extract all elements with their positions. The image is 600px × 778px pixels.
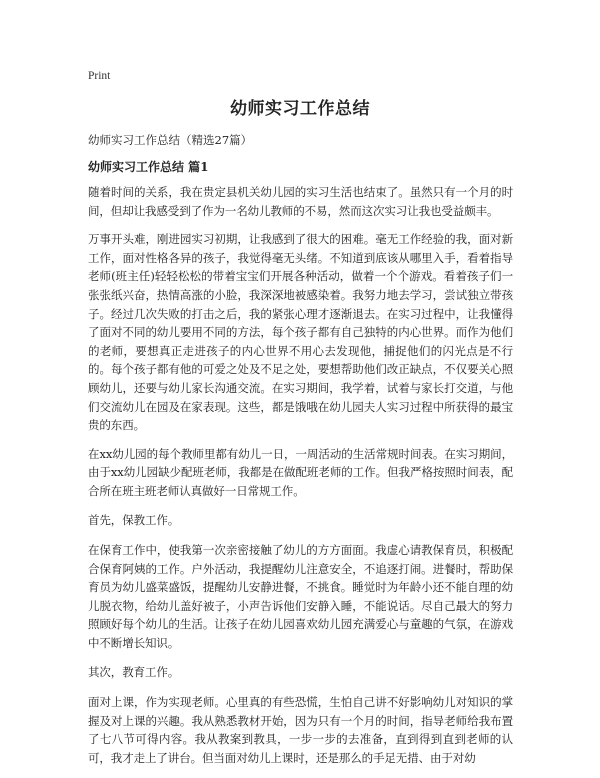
paragraph: 首先，保教工作。 <box>88 512 180 527</box>
paragraph: 在保育工作中，使我第一次亲密接触了幼儿的方方面面。我虚心请教保育员，积极配合保育阿姨的工作。户外活动，我提醒幼儿注意安全，不追逐打闹。进餐时，帮助保育员为幼儿盛菜盛饭，提醒幼儿安静进餐，不挑食。睡觉时为年龄小还不能自理的幼儿脱衣物，给幼儿盖好被子，小声告诉他们安静入睡，不能说话。尽自己最大的努力照顾好每个幼儿的生活。让孩子在幼儿园喜欢幼儿园充满爱心与童趣的气氛，在游戏中不断增长知识。 <box>88 543 513 651</box>
paragraph: 万事开头难，刚进园实习初期，让我感到了很大的困难。毫无工作经验的我，面对新工作，面对性格各异的孩子，我觉得毫无头绪。不知道到底该从哪里入手，看着指导老师(班主任)轻轻松松的带着宝宝们开展各种活动，做着一个个游戏。看着孩子们一张张纸兴奋，热情高涨的小脸，我深深地被感染着。我努力地去学习，尝试独立带孩子。经过几次失败的打击之后，我的紧张心理才逐渐退去。在实习过程中，让我懂得了面对不同的幼儿要用不同的方法，每个孩子都有自己独特的内心世界。而作为他们的老师，要想真正走进孩子的内心世界不用心去发现他，捕捉他们的闪光点是不行的。每个孩子都有他的可爱之处及不足之处，要想帮助他们改正缺点，不仅要关心照顾幼儿，还要与幼儿家长沟通交流。在实习期间，我学着，试着与家长打交道，与他们交流幼儿在园及在家表现。这些，都是饿哦在幼儿园夫人实习过程中所获得的最宝贵的东西。 <box>88 232 513 433</box>
document-subtitle: 幼师实习工作总结（精选27篇） <box>88 133 253 147</box>
paragraph: 其次，教育工作。 <box>88 664 180 679</box>
document-body <box>88 131 513 778</box>
print-link[interactable]: Print <box>88 70 111 82</box>
section-heading: 幼师实习工作总结 篇1 <box>88 160 209 174</box>
paragraph: 在xx幼儿园的每个教师里都有幼儿一日，一周活动的生活常规时间表。在实习期间，由于xx幼儿园缺少配班老师，我都是在做配班老师的工作。但我严格按照时间表，配合所在班主班老师认真做好一日常规工作。 <box>88 446 513 498</box>
paragraph: 随着时间的关系，我在贵定县机关幼儿园的实习生活也结束了。虽然只有一个月的时间，但却让我感受到了作为一名幼儿教师的不易，然而这次实习让我也受益颇丰。 <box>88 185 513 218</box>
page-title: 幼师实习工作总结 <box>230 99 370 119</box>
paragraph: 面对上课，作为实现老师。心里真的有些恐慌，生怕自己讲不好影响幼儿对知识的掌握及对上课的兴趣。我从熟悉教材开始，因为只有一个月的时间，指导老师给我布置了七八节可得内容。我从教案到教具，一步一步的去准备，直到得到直到老师的认可，我才走上了讲台。但当面对幼儿上课时，还是那么的手足无措、由于对幼 <box>88 695 513 766</box>
